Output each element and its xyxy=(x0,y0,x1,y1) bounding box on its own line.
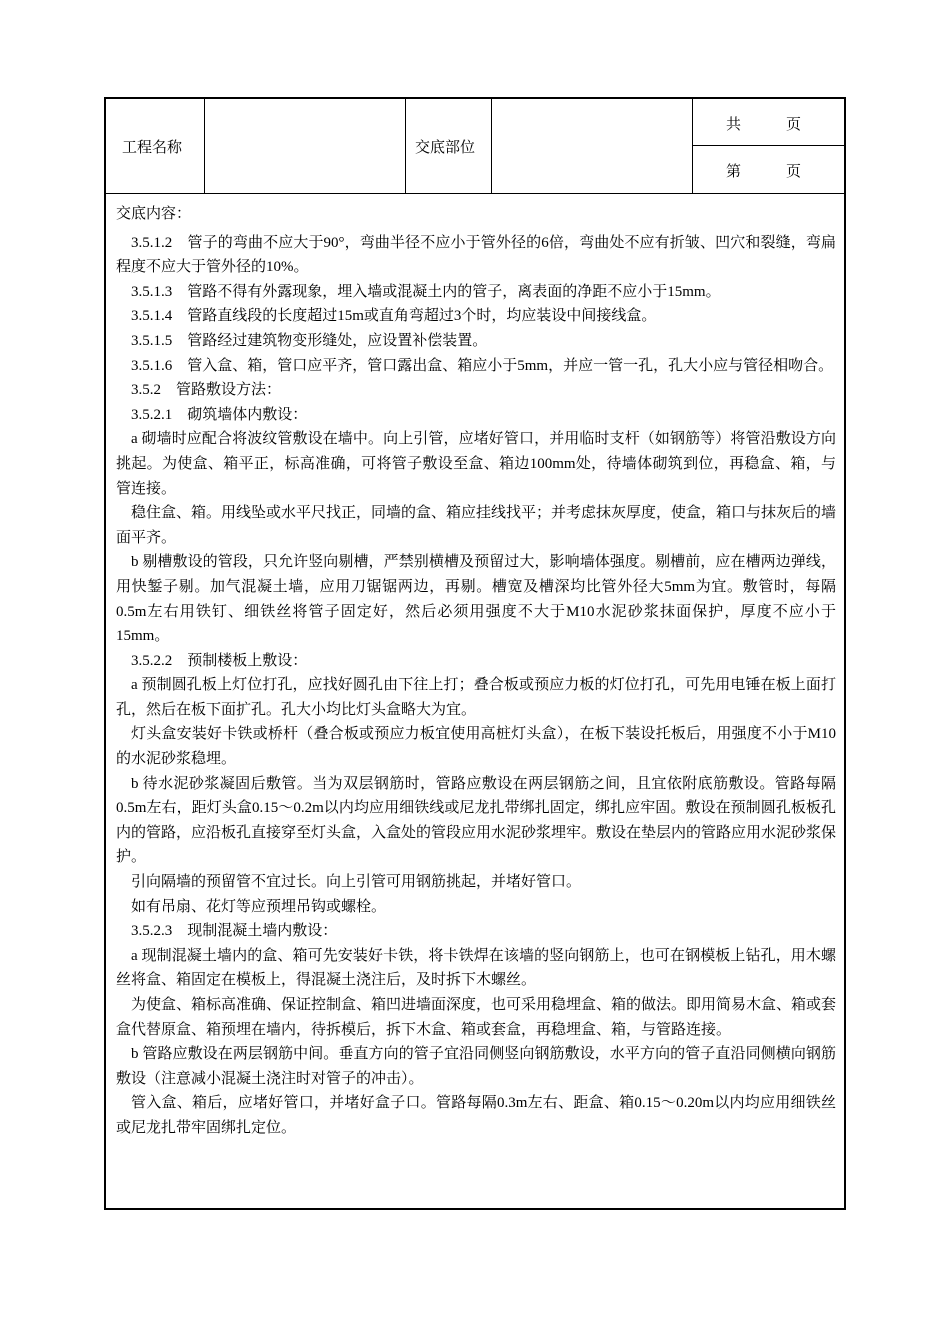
content-label: 交底内容： xyxy=(116,206,192,222)
section-heading: 3.5.2.2 预制楼板上敷设： xyxy=(131,652,308,669)
divider xyxy=(405,99,406,193)
paragraph: b 剔槽敷设的管段，只允许竖向剔槽，严禁别横槽及预留过大，影响墙体强度。剔槽前，应在槽两边弹线，用快錾子剔。加气混凝土墙，应用刀锯锯两边，再剔。槽宽及槽深均比管外径大5mm为宜。敷管时，每隔0.5m左右用铁钉、细铁丝将管子固定好，然后必须用强度不大于M10水泥砂浆抹面保护，厚度不应小于15mm。 xyxy=(116,554,836,645)
divider xyxy=(491,99,492,193)
divider xyxy=(204,99,205,193)
section-heading: 3.5.2 管路敷设方法： xyxy=(131,382,282,399)
section-heading: 3.5.2.1 砌筑墙体内敷设： xyxy=(131,406,308,423)
total-pages: 共 页 xyxy=(726,117,802,133)
paragraph: 3.5.1.4 管路直线段的长度超过15m或直角弯超过3个时，均应装设中间接线盒。 xyxy=(131,308,657,325)
form-header xyxy=(106,99,844,194)
paragraph: 灯头盒安装好卡铁或桥杆（叠合板或预应力板宜使用高桩灯头盒），在板下装设托板后，用强度不小于M10的水泥砂浆稳埋。 xyxy=(116,726,836,768)
disclosure-content xyxy=(106,194,844,1141)
paragraph: a 现制混凝土墙内的盒、箱可先安装好卡铁，将卡铁焊在该墙的竖向钢筋上，也可在钢模板上钻孔，用木螺丝将盒、箱固定在模板上，得混凝土浇注后，及时拆下木螺丝。 xyxy=(116,947,836,989)
disclosure-form xyxy=(104,97,846,1210)
paragraph: 3.5.1.2 管子的弯曲不应大于90°，弯曲半径不应小于管外径的6倍，弯曲处不应有折皱、凹穴和裂缝，弯扁程度不应大于管外径的10%。 xyxy=(116,234,836,276)
project-name-label: 工程名称 xyxy=(122,140,183,156)
location-label: 交底部位 xyxy=(415,140,476,156)
paragraph: b 管路应敷设在两层钢筋中间。垂直方向的管子宜沿同侧竖向钢筋敷设，水平方向的管子直沿同侧横向钢筋敷设（注意减小混凝土浇注时对管子的冲击）。 xyxy=(116,1046,836,1087)
paragraph: 3.5.1.5 管路经过建筑物变形缝处，应设置补偿装置。 xyxy=(131,332,488,349)
page-number: 第 页 xyxy=(726,164,802,180)
paragraph: 3.5.1.6 管入盒、箱，管口应平齐，管口露出盒、箱应小于5mm，并应一管一孔，孔大小应与管径相吻合。 xyxy=(131,357,834,374)
section-heading: 3.5.2.3 现制混凝土墙内敷设： xyxy=(131,923,338,940)
paragraph: 3.5.1.3 管路不得有外露现象，埋入墙或混凝土内的管子，离表面的净距不应小于15mm。 xyxy=(131,283,721,300)
paragraph: 管入盒、箱后，应堵好管口，并堵好盒子口。管路每隔0.3m左右、距盒、箱0.15～0.20m以内均应用细铁丝或尼龙扎带牢固绑扎定位。 xyxy=(116,1095,836,1136)
paragraph: 如有吊扇、花灯等应预埋吊钩或螺栓。 xyxy=(131,898,387,915)
paragraph: 稳住盒、箱。用线坠或水平尺找正，同墙的盒、箱应挂线找平；并考虑抹灰厚度，使盒，箱口与抹灰后的墙面平齐。 xyxy=(116,505,837,546)
paragraph: a 砌墙时应配合将波纹管敷设在墙中。向上引管，应堵好管口，并用临时支杆（如钢筋等）将管沿敷设方向挑起。为使盒、箱平正，标高准确，可将管子敷设至盒、箱边100mm处，待墙体砌筑到位，再稳盒、箱，与管连接。 xyxy=(116,431,836,497)
divider xyxy=(692,99,693,193)
paragraph: 为使盒、箱标高准确、保证控制盒、箱凹进墙面深度，也可采用稳埋盒、箱的做法。即用简易木盒、箱或套盒代替原盒、箱预埋在墙内，待拆模后，拆下木盒、箱或套盒，再稳埋盒、箱，与管路连接。 xyxy=(116,997,837,1038)
paragraph: b 待水泥砂浆凝固后敷管。当为双层钢筋时，管路应敷设在两层钢筋之间，且宜依附底筋敷设。管路每隔0.5m左右，距灯头盒0.15～0.2m以内均应用细铁线或尼龙扎带绑扎固定，绑扎应牢固。敷设在预制圆孔板板孔内的管路，应沿板孔直接穿至灯头盒，入盒处的管段应用水泥砂浆埋牢。敷设在垫层内的管路应用水泥砂浆保护。 xyxy=(116,775,837,866)
divider xyxy=(692,145,844,146)
paragraph: 引向隔墙的预留管不宜过长。向上引管可用钢筋挑起，并堵好管口。 xyxy=(131,874,582,891)
paragraph: a 预制圆孔板上灯位打孔，应找好圆孔由下往上打；叠合板或预应力板的灯位打孔，可先用电锤在板上面打孔，然后在板下面扩孔。孔大小均比灯头盒略大为宜。 xyxy=(116,677,836,718)
